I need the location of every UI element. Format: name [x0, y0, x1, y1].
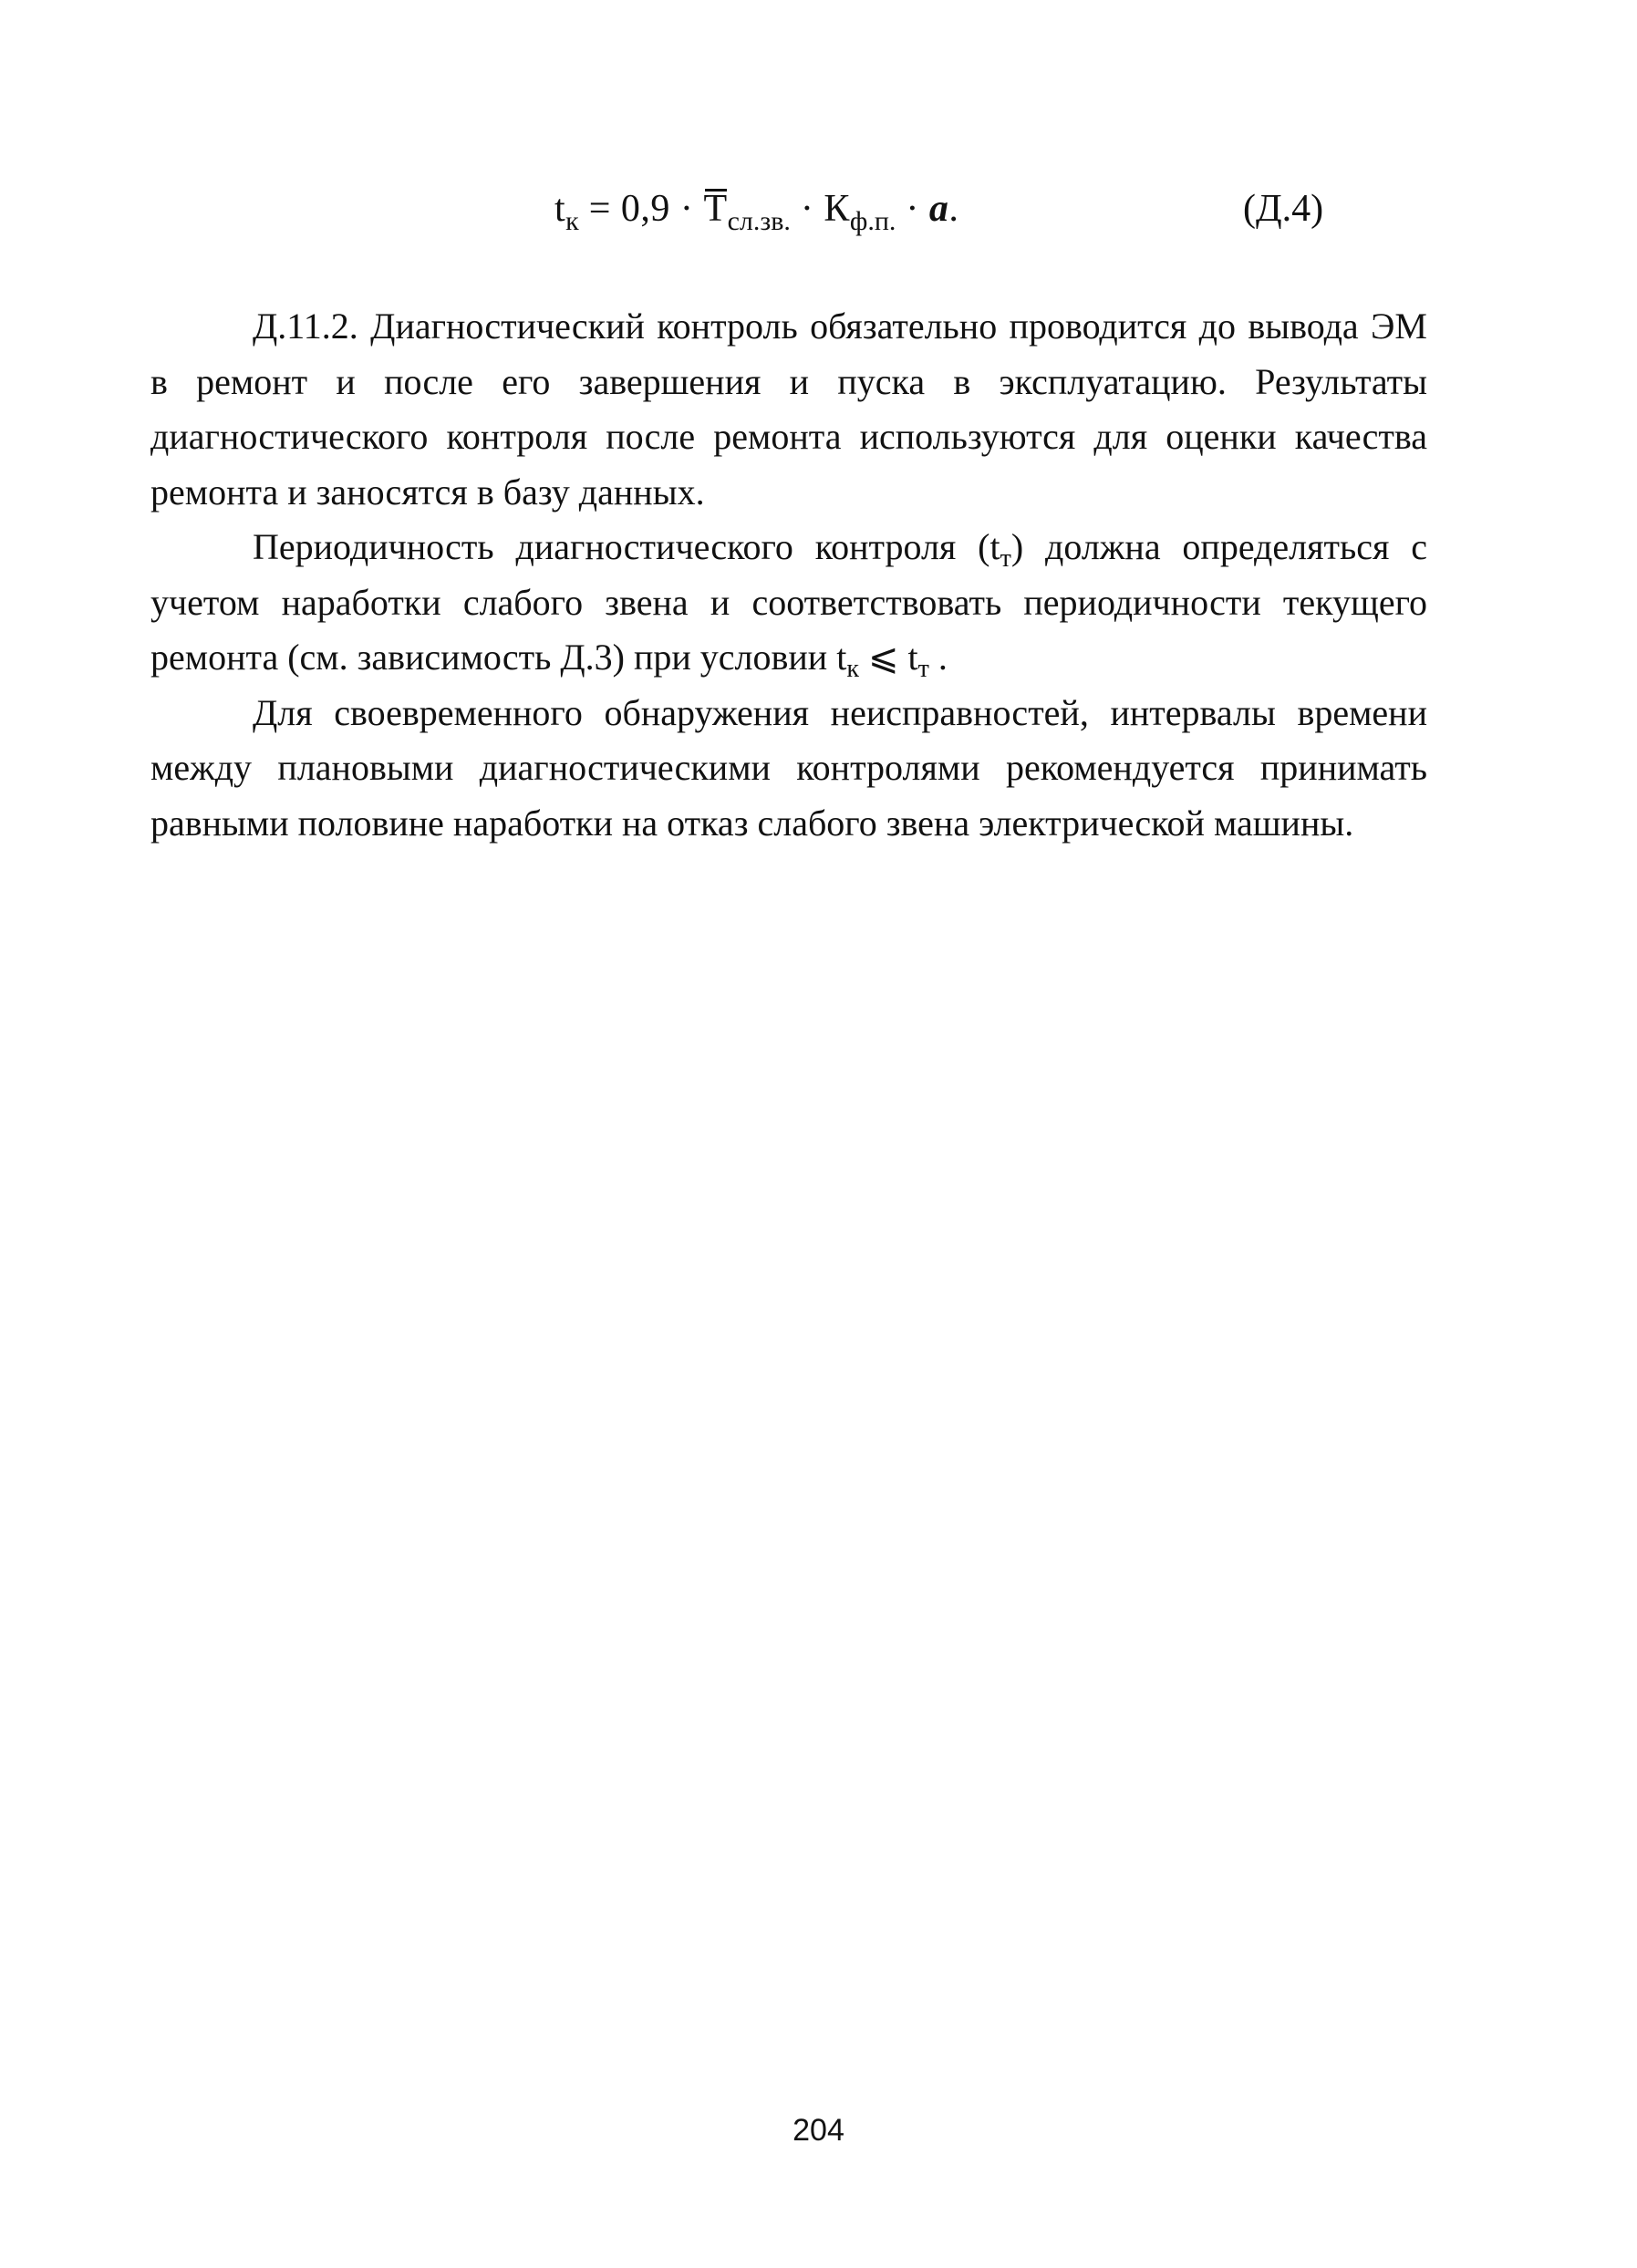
formula-d4 [0, 178, 1637, 251]
formula-dot: · [790, 188, 824, 230]
inline-condition [836, 637, 948, 683]
formula-coefficient: = 0,9 · [578, 188, 704, 230]
formula-k-symbol: К [824, 188, 850, 230]
formula-t-mean: T [703, 188, 728, 230]
condition-end: . [938, 637, 948, 678]
condition-operator: ⩽ [858, 637, 908, 678]
condition-t: t [836, 637, 847, 678]
formula-expression [554, 187, 958, 237]
formula-t-subscript: сл.зв. [727, 206, 791, 236]
formula-lhs-subscript: к [565, 206, 579, 236]
subscript: т [1000, 544, 1011, 573]
formula-dot: · [896, 188, 929, 230]
equation-number: (Д.4) [1243, 188, 1324, 230]
paragraph-periodicity [150, 520, 1427, 686]
condition-t: t [907, 637, 918, 678]
paragraph-text: ) должна определяться с учетом наработки слабого звена и соответствовать периодичности текущего ремонта (см. зависимость Д.3) при условии [150, 526, 1427, 678]
formula-lhs: t [554, 188, 566, 230]
page-number: 204 [793, 2113, 844, 2148]
formula-end: . [948, 188, 959, 230]
formula-variable-a: a [928, 188, 949, 230]
subscript: т [917, 655, 929, 683]
formula-k-subscript: ф.п. [849, 206, 896, 236]
body-text [150, 299, 1427, 851]
paragraph-text: Периодичность диагностического контроля (t [253, 526, 1000, 567]
paragraph-intervals: Для своевременного обнаружения неисправностей, интервалы времени между плановыми диагностическими контролями рекомендуется принимать равными половине наработки на отказ слабого звена электрической машины. [150, 691, 1427, 844]
paragraph-d11-2: Д.11.2. Диагностический контроль обязательно проводится до вывода ЭМ в ремонт и после его завершения и пуска в эксплуатацию. Результаты диагностического контроля после ремонта используются для оценки качества ремонта и заносятся в базу данных. [150, 306, 1427, 513]
subscript: к [846, 655, 859, 683]
